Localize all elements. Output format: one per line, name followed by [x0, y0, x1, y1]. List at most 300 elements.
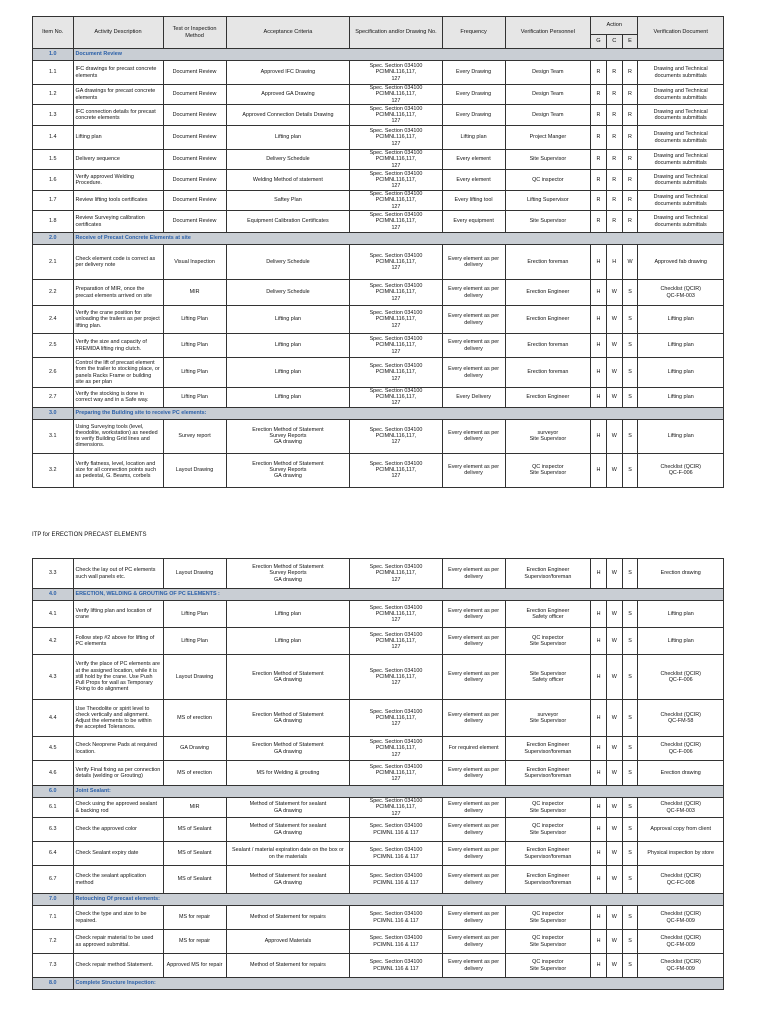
item-number: 3.2 [33, 453, 74, 487]
table-row [33, 191, 724, 211]
frequency: Every Drawing [442, 105, 505, 126]
action-g: H [591, 628, 607, 655]
action-g: R [591, 105, 607, 126]
table-row [33, 85, 724, 105]
action-e: S [622, 601, 638, 628]
acceptance-criteria: Erection Method of Statement Survey Reports GA drawing [226, 453, 350, 487]
inspection-method: Visual Inspection [163, 245, 226, 280]
verification-document: Drawing and Technical documents submittals [638, 61, 724, 85]
action-c: W [606, 453, 622, 487]
item-number: 7.3 [33, 954, 74, 978]
verification-document: Lifting plan [638, 306, 724, 334]
item-number: 3.3 [33, 559, 74, 589]
action-c: W [606, 559, 622, 589]
activity-description: Check repair material to be used as approved submittal. [73, 930, 163, 954]
activity-description: Review lifting tools certificates [73, 191, 163, 211]
verification-document: Checklist (QCIR) QC-FM-009 [638, 906, 724, 930]
frequency: Every element as per delivery [442, 419, 505, 453]
verification-personnel: Erection foreman [505, 245, 591, 280]
section-title: Joint Sealant: [73, 786, 724, 798]
section-number: 6.0 [33, 786, 74, 798]
frequency: Every Delivery [442, 388, 505, 408]
specification: Spec. Section 034100 PCIMNL116,117, 127 [350, 211, 442, 233]
specification: Spec. Section 034100 PCIMNL 116 & 117 [350, 818, 442, 842]
acceptance-criteria: Lifting plan [226, 126, 350, 150]
specification: Spec. Section 034100 PCIMNL116,117, 127 [350, 655, 442, 700]
inspection-method: Layout Drawing [163, 559, 226, 589]
verification-document: Drawing and Technical documents submittals [638, 191, 724, 211]
frequency: Every element as per delivery [442, 954, 505, 978]
activity-description: Control the lift of precast element from the trailer to stocking place, or panels Racks Frame or building site as per plan [73, 358, 163, 388]
item-number: 1.2 [33, 85, 74, 105]
section-row [33, 49, 724, 61]
inspection-method: MIR [163, 798, 226, 818]
verification-document: Erection drawing [638, 761, 724, 786]
section-number: 7.0 [33, 894, 74, 906]
acceptance-criteria: Method of Statement for repairs [226, 906, 350, 930]
action-g: H [591, 280, 607, 306]
frequency: Every element as per delivery [442, 930, 505, 954]
verification-personnel: Design Team [505, 105, 591, 126]
table-row [33, 419, 724, 453]
item-number: 6.7 [33, 866, 74, 894]
action-c: W [606, 866, 622, 894]
action-c: W [606, 761, 622, 786]
verification-document: Checklist (QCIR) QC-FM-009 [638, 930, 724, 954]
frequency: Every element as per delivery [442, 601, 505, 628]
action-g: R [591, 191, 607, 211]
verification-personnel: QC inspector Site Supervisor [505, 628, 591, 655]
action-g: R [591, 211, 607, 233]
item-number: 4.1 [33, 601, 74, 628]
inspection-method: Layout Drawing [163, 453, 226, 487]
verification-personnel: Erection Engineer Supervisor/foreman [505, 761, 591, 786]
item-number: 4.3 [33, 655, 74, 700]
specification: Spec. Section 034100 PCIMNL 116 & 117 [350, 954, 442, 978]
activity-description: Verify Final fixing as per connection details (welding or Grouting) [73, 761, 163, 786]
frequency: Every equipment [442, 211, 505, 233]
header-criteria: Acceptance Criteria [226, 17, 350, 49]
action-g: H [591, 453, 607, 487]
verification-document: Drawing and Technical documents submittals [638, 105, 724, 126]
specification: Spec. Section 034100 PCIMNL116,117, 127 [350, 388, 442, 408]
action-c: R [606, 61, 622, 85]
activity-description: Check repair method Statement. [73, 954, 163, 978]
verification-personnel: Erection Engineer Safety officer [505, 601, 591, 628]
frequency: Every element as per delivery [442, 358, 505, 388]
frequency: Every element as per delivery [442, 798, 505, 818]
table-row [33, 61, 724, 85]
specification: Spec. Section 034100 PCIMNL116,117, 127 [350, 170, 442, 191]
table-row [33, 245, 724, 280]
action-e: S [622, 280, 638, 306]
action-g: H [591, 761, 607, 786]
acceptance-criteria: Delivery Schedule [226, 150, 350, 170]
frequency: Every element as per delivery [442, 866, 505, 894]
inspection-method: Document Review [163, 61, 226, 85]
action-g: H [591, 358, 607, 388]
action-c: W [606, 419, 622, 453]
specification: Spec. Section 034100 PCIMNL116,117, 127 [350, 358, 442, 388]
action-c: W [606, 930, 622, 954]
header-activity: Activity Description [73, 17, 163, 49]
item-number: 1.8 [33, 211, 74, 233]
action-g: H [591, 866, 607, 894]
table-row [33, 842, 724, 866]
table-row [33, 170, 724, 191]
inspection-method: MS of Sealant [163, 818, 226, 842]
itp-table-body-2 [33, 559, 724, 990]
activity-description: Follow step #2 above for lifting of PC elements [73, 628, 163, 655]
inspection-method: Approved MS for repair [163, 954, 226, 978]
activity-description: GA drawings for precast concrete elements [73, 85, 163, 105]
acceptance-criteria: Erection Method of Statement GA drawing [226, 737, 350, 761]
verification-personnel: Design Team [505, 61, 591, 85]
action-e: S [622, 798, 638, 818]
acceptance-criteria: Lifting plan [226, 306, 350, 334]
inspection-method: MIR [163, 280, 226, 306]
action-g: H [591, 737, 607, 761]
verification-personnel: Erection foreman [505, 358, 591, 388]
action-c: W [606, 358, 622, 388]
table-caption: ITP for ERECTION PRECAST ELEMENTS [32, 532, 147, 538]
action-e: S [622, 737, 638, 761]
inspection-method: Lifting Plan [163, 388, 226, 408]
acceptance-criteria: Approved Connection Details Drawing [226, 105, 350, 126]
action-e: S [622, 334, 638, 358]
item-number: 2.4 [33, 306, 74, 334]
specification: Spec. Section 034100 PCIMNL116,117, 127 [350, 61, 442, 85]
acceptance-criteria: Erection Method of Statement GA drawing [226, 655, 350, 700]
action-e: S [622, 388, 638, 408]
specification: Spec. Section 034100 PCIMNL116,117, 127 [350, 105, 442, 126]
inspection-method: Lifting Plan [163, 306, 226, 334]
inspection-method: Document Review [163, 191, 226, 211]
inspection-method: Document Review [163, 126, 226, 150]
verification-document: Checklist (QCIR) QC-FM-58 [638, 700, 724, 737]
section-number: 4.0 [33, 589, 74, 601]
verification-document: Checklist (QCIR) QC-FM-003 [638, 798, 724, 818]
frequency: Every element [442, 150, 505, 170]
verification-personnel: QC inspector Site Supervisor [505, 930, 591, 954]
action-g: H [591, 419, 607, 453]
verification-personnel: surveyor Site Supervisor [505, 700, 591, 737]
acceptance-criteria: Lifting plan [226, 601, 350, 628]
inspection-method: MS of erection [163, 700, 226, 737]
section-row [33, 233, 724, 245]
verification-personnel: QC inspector Site Supervisor [505, 798, 591, 818]
activity-description: IFC connection details for precast concrete elements [73, 105, 163, 126]
table-row [33, 559, 724, 589]
acceptance-criteria: Erection Method of Statement Survey Reports GA drawing [226, 419, 350, 453]
action-e: S [622, 818, 638, 842]
verification-personnel: Erection foreman [505, 334, 591, 358]
section-title: Document Review [73, 49, 724, 61]
frequency: Every element as per delivery [442, 761, 505, 786]
activity-description: Verify the place of PC elements are at the assigned location, while it is still hold by the crane. Use Push Pull Props for wall as Temporary Fixing to do alignment [73, 655, 163, 700]
table-row [33, 628, 724, 655]
acceptance-criteria: Approved Materials [226, 930, 350, 954]
verification-document: Lifting plan [638, 334, 724, 358]
action-c: W [606, 655, 622, 700]
action-e: S [622, 954, 638, 978]
verification-personnel: QC inspector Site Supervisor [505, 954, 591, 978]
inspection-method: MS for repair [163, 906, 226, 930]
section-number: 8.0 [33, 978, 74, 990]
section-title: Preparing the Building site to receive PC elements: [73, 407, 724, 419]
action-g: H [591, 601, 607, 628]
verification-document: Drawing and Technical documents submittals [638, 150, 724, 170]
action-e: R [622, 211, 638, 233]
item-number: 4.4 [33, 700, 74, 737]
section-title: Retouching Of precast elements: [73, 894, 724, 906]
inspection-method: Document Review [163, 211, 226, 233]
action-g: H [591, 798, 607, 818]
section-number: 3.0 [33, 407, 74, 419]
verification-personnel: Site Supervisor [505, 150, 591, 170]
header-action-e: E [622, 35, 638, 49]
frequency: Every element as per delivery [442, 655, 505, 700]
specification: Spec. Section 034100 PCIMNL116,117, 127 [350, 191, 442, 211]
section-number: 1.0 [33, 49, 74, 61]
action-e: R [622, 170, 638, 191]
specification: Spec. Section 034100 PCIMNL116,117, 127 [350, 761, 442, 786]
action-e: S [622, 930, 638, 954]
specification: Spec. Section 034100 PCIMNL116,117, 127 [350, 601, 442, 628]
acceptance-criteria: Method of Statement for repairs [226, 954, 350, 978]
itp-table-part-1 [32, 16, 724, 488]
inspection-method: Document Review [163, 105, 226, 126]
verification-personnel: Erection Engineer Supervisor/foreman [505, 559, 591, 589]
section-title: Receive of Precast Concrete Elements at site [73, 233, 724, 245]
inspection-method: Lifting Plan [163, 628, 226, 655]
action-g: R [591, 150, 607, 170]
action-e: S [622, 419, 638, 453]
item-number: 2.2 [33, 280, 74, 306]
activity-description: Verify approved Welding Procedure. [73, 170, 163, 191]
action-g: H [591, 306, 607, 334]
specification: Spec. Section 034100 PCIMNL116,117, 127 [350, 798, 442, 818]
header-frequency: Frequency [442, 17, 505, 49]
frequency: Every element as per delivery [442, 818, 505, 842]
table-row [33, 601, 724, 628]
acceptance-criteria: Saftey Plan [226, 191, 350, 211]
inspection-method: Lifting Plan [163, 334, 226, 358]
inspection-method: MS of Sealant [163, 842, 226, 866]
frequency: Every lifting tool [442, 191, 505, 211]
section-row [33, 978, 724, 990]
action-e: S [622, 906, 638, 930]
action-c: R [606, 211, 622, 233]
activity-description: Check the lay out of PC elements such wall panels etc. [73, 559, 163, 589]
table-row [33, 388, 724, 408]
action-c: W [606, 280, 622, 306]
verification-document: Checklist (QCIR) QC-FM-003 [638, 280, 724, 306]
verification-document: Drawing and Technical documents submittals [638, 170, 724, 191]
verification-personnel: Site Supervisor Safety officer [505, 655, 591, 700]
item-number: 2.6 [33, 358, 74, 388]
frequency: Every Drawing [442, 61, 505, 85]
verification-document: Drawing and Technical documents submittals [638, 126, 724, 150]
action-g: H [591, 245, 607, 280]
activity-description: Verify the stocking is done in correct way and in a Safe way. [73, 388, 163, 408]
specification: Spec. Section 034100 PCIMNL116,117, 127 [350, 85, 442, 105]
action-g: R [591, 126, 607, 150]
activity-description: Check Sealant expiry date [73, 842, 163, 866]
inspection-method: Survey report [163, 419, 226, 453]
action-c: W [606, 954, 622, 978]
table-row [33, 954, 724, 978]
action-c: W [606, 601, 622, 628]
table-row [33, 126, 724, 150]
item-number: 1.1 [33, 61, 74, 85]
frequency: Every element as per delivery [442, 842, 505, 866]
acceptance-criteria: Method of Statement for sealant GA drawing [226, 798, 350, 818]
verification-personnel: Erection Engineer Supervisor/foreman [505, 866, 591, 894]
verification-document: Checklist (QCIR) QC-F-006 [638, 453, 724, 487]
section-row [33, 589, 724, 601]
header-item-no: Item No. [33, 17, 74, 49]
frequency: Every Drawing [442, 85, 505, 105]
action-e: S [622, 655, 638, 700]
inspection-method: Lifting Plan [163, 601, 226, 628]
item-number: 6.4 [33, 842, 74, 866]
action-c: W [606, 700, 622, 737]
verification-document: Lifting plan [638, 601, 724, 628]
table-row [33, 737, 724, 761]
verification-document: Checklist (QCIR) QC-F-006 [638, 655, 724, 700]
header-spec: Specification and/or Drawing No. [350, 17, 442, 49]
activity-description: Check the approved color [73, 818, 163, 842]
section-title: ERECTION, WELDING & GROUTING OF PC ELEMENTS : [73, 589, 724, 601]
acceptance-criteria: Method of Statement for sealant GA drawing [226, 818, 350, 842]
action-c: R [606, 150, 622, 170]
table-row [33, 211, 724, 233]
frequency: Every element as per delivery [442, 559, 505, 589]
activity-description: Preparation of MIR, once the precast elements arrived on site [73, 280, 163, 306]
verification-document: Lifting plan [638, 419, 724, 453]
action-c: W [606, 737, 622, 761]
item-number: 4.6 [33, 761, 74, 786]
activity-description: Use Theodolite or spirit level to check vertically and alignment. Adjust the elements to be within the accepted Tolerances. [73, 700, 163, 737]
acceptance-criteria: Approved GA Drawing [226, 85, 350, 105]
acceptance-criteria: Delivery Schedule [226, 280, 350, 306]
verification-personnel: QC inspector Site Supervisor [505, 906, 591, 930]
activity-description: IFC drawings for precast concrete elements [73, 61, 163, 85]
section-row [33, 894, 724, 906]
frequency: Every element as per delivery [442, 306, 505, 334]
action-e: R [622, 126, 638, 150]
activity-description: Verify flatness, level, location and size for all connection points such as pedestal, G. Beams, corbels [73, 453, 163, 487]
activity-description: Verify the crane position for unloading the trailers as per project lifting plan. [73, 306, 163, 334]
table-row [33, 334, 724, 358]
acceptance-criteria: Welding Method of statement [226, 170, 350, 191]
verification-personnel: Erection Engineer [505, 388, 591, 408]
item-number: 1.7 [33, 191, 74, 211]
specification: Spec. Section 034100 PCIMNL116,117, 127 [350, 280, 442, 306]
item-number: 3.1 [33, 419, 74, 453]
inspection-method: Layout Drawing [163, 655, 226, 700]
acceptance-criteria: Sealant / material expiration date on the box or on the materials [226, 842, 350, 866]
action-c: W [606, 334, 622, 358]
activity-description: Check Neoprene Pads at required location. [73, 737, 163, 761]
item-number: 7.1 [33, 906, 74, 930]
activity-description: Verify lifting plan and location of crane [73, 601, 163, 628]
specification: Spec. Section 034100 PCIMNL116,117, 127 [350, 306, 442, 334]
action-c: W [606, 818, 622, 842]
verification-personnel: Erection Engineer [505, 280, 591, 306]
activity-description: Using Surveying tools (level, theodolite, workstation) as needed to verify Building Grid lines and dimensions. [73, 419, 163, 453]
table-row [33, 906, 724, 930]
table-row [33, 655, 724, 700]
action-e: R [622, 191, 638, 211]
verification-document: Approved fab drawing [638, 245, 724, 280]
acceptance-criteria: Method of Statement for sealant GA drawing [226, 866, 350, 894]
action-g: H [591, 334, 607, 358]
item-number: 1.4 [33, 126, 74, 150]
action-c: R [606, 105, 622, 126]
activity-description: Verify the size and capacity of FREMIDA lifting ring clutch. [73, 334, 163, 358]
action-g: H [591, 559, 607, 589]
table-row [33, 866, 724, 894]
action-c: R [606, 85, 622, 105]
specification: Spec. Section 034100 PCIMNL116,117, 127 [350, 737, 442, 761]
verification-document: Drawing and Technical documents submittals [638, 85, 724, 105]
action-c: W [606, 798, 622, 818]
verification-personnel: Erection Engineer Supervisor/foreman [505, 842, 591, 866]
table-row [33, 306, 724, 334]
action-g: H [591, 906, 607, 930]
specification: Spec. Section 034100 PCIMNL116,117, 127 [350, 245, 442, 280]
item-number: 1.3 [33, 105, 74, 126]
activity-description: Check the type and size to be repaired. [73, 906, 163, 930]
specification: Spec. Section 034100 PCIMNL116,117, 127 [350, 419, 442, 453]
frequency: Every element as per delivery [442, 245, 505, 280]
specification: Spec. Section 034100 PCIMNL 116 & 117 [350, 930, 442, 954]
acceptance-criteria: MS for Welding & grouting [226, 761, 350, 786]
inspection-method: MS of Sealant [163, 866, 226, 894]
action-e: S [622, 559, 638, 589]
header-action-c: C [606, 35, 622, 49]
verification-document: Lifting plan [638, 388, 724, 408]
verification-personnel: QC inspector [505, 170, 591, 191]
action-e: S [622, 628, 638, 655]
inspection-method: GA Drawing [163, 737, 226, 761]
frequency: Every element [442, 170, 505, 191]
specification: Spec. Section 034100 PCIMNL 116 & 117 [350, 842, 442, 866]
inspection-method: Document Review [163, 150, 226, 170]
frequency: Every element as per delivery [442, 280, 505, 306]
specification: Spec. Section 034100 PCIMNL116,117, 127 [350, 700, 442, 737]
table-row [33, 105, 724, 126]
specification: Spec. Section 034100 PCIMNL116,117, 127 [350, 559, 442, 589]
action-e: S [622, 700, 638, 737]
action-e: S [622, 306, 638, 334]
action-g: H [591, 818, 607, 842]
header-verification-document: Verification Document [638, 17, 724, 49]
frequency: Every element as per delivery [442, 906, 505, 930]
section-row [33, 786, 724, 798]
item-number: 6.3 [33, 818, 74, 842]
inspection-method: MS of erection [163, 761, 226, 786]
item-number: 2.1 [33, 245, 74, 280]
action-g: H [591, 388, 607, 408]
verification-personnel: Site Supervisor [505, 211, 591, 233]
verification-personnel: Erection Engineer Supervisor/foreman [505, 737, 591, 761]
specification: Spec. Section 034100 PCIMNL116,117, 127 [350, 628, 442, 655]
frequency: Every element as per delivery [442, 700, 505, 737]
verification-document: Checklist (QCIR) QC-FM-009 [638, 954, 724, 978]
